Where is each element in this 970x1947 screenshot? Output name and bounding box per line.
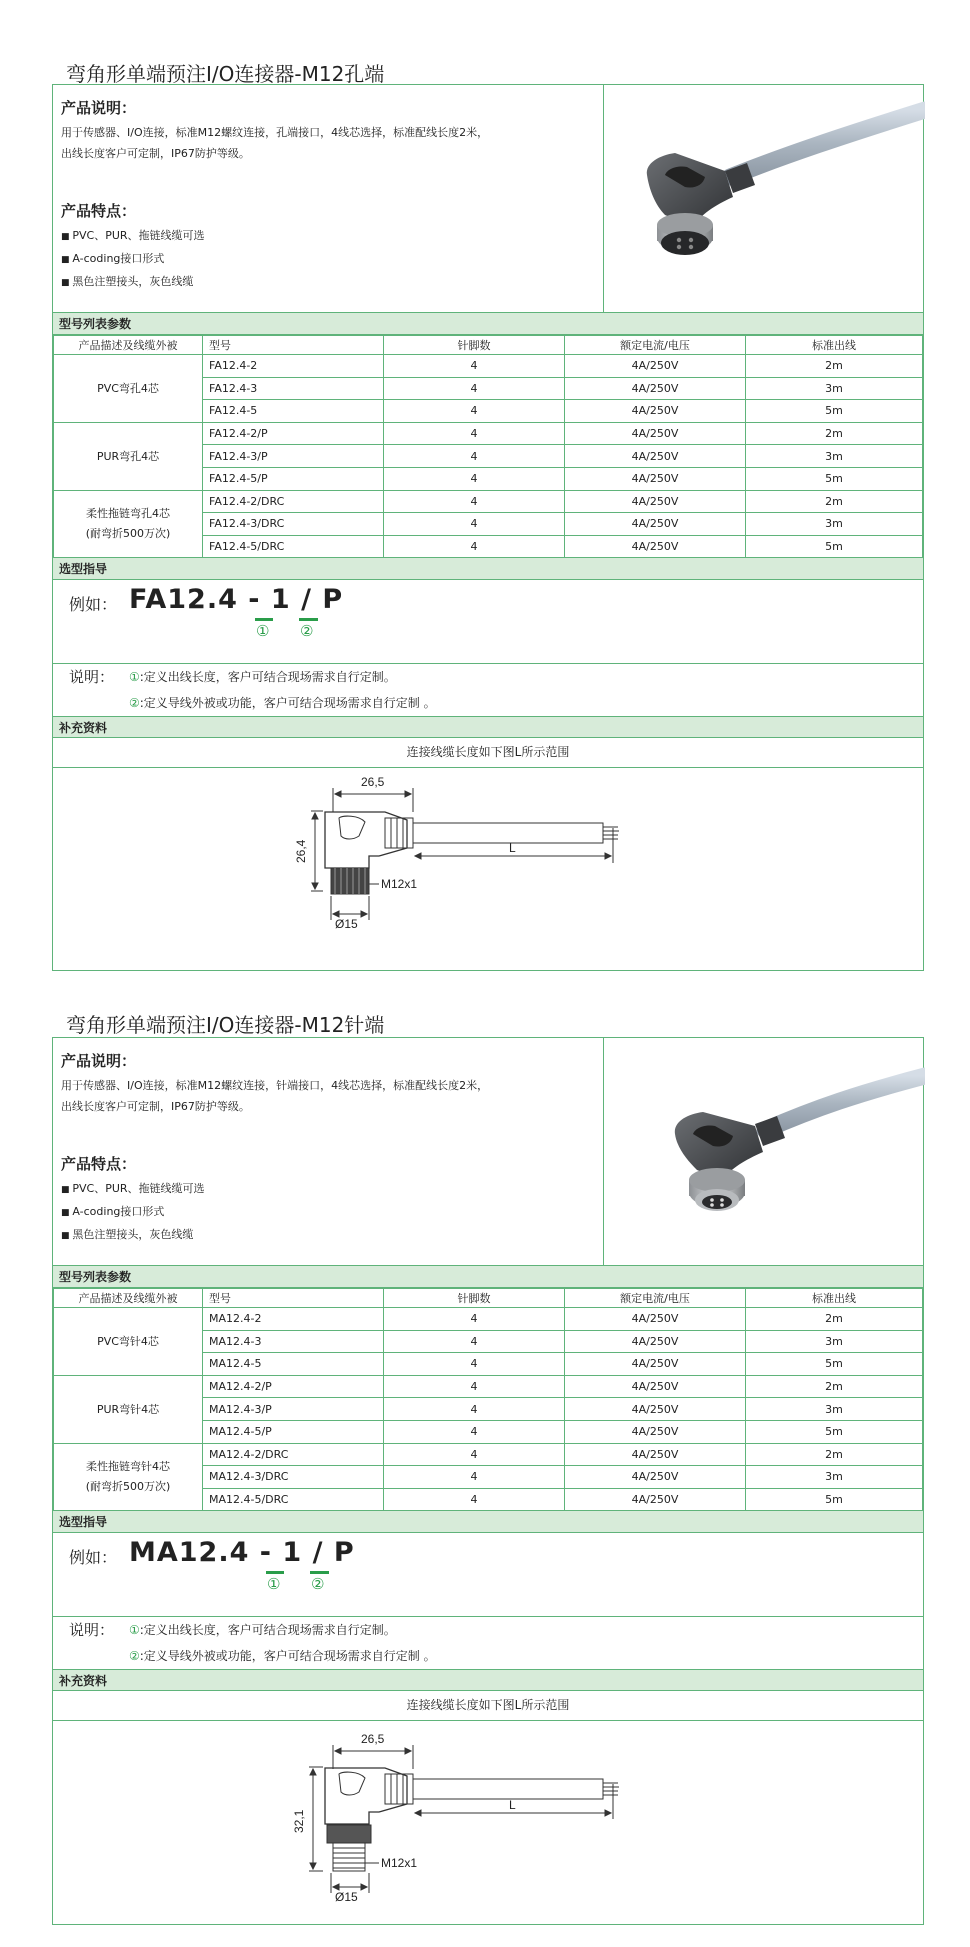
note-mark: ① [129,670,140,685]
extra-band: 补充资料 [53,1669,923,1691]
code-separator: / [302,1537,334,1569]
feature-item: ■ PVC、PUR、拖链线缆可选 [61,1178,603,1201]
dimension-drawing-svg [53,768,923,973]
circle-number: ① [267,1575,281,1594]
table-cell: 4 [384,422,565,445]
table-cell: 3m [746,1330,923,1353]
table-row [54,1443,923,1466]
table-cell: 4A/250V [565,1443,746,1466]
table-cell: 5m [746,1488,923,1511]
table-cell: 4 [384,1488,565,1511]
table-cell: MA12.4-3 [203,1330,384,1353]
table-cell: 4A/250V [565,1330,746,1353]
dim-diameter: Ø15 [335,1890,358,1905]
table-cell: MA12.4-5 [203,1353,384,1376]
table-header: 标准出线 [746,1289,923,1308]
note-text: :定义导线外被或功能，客户可结合现场需求自行定制 。 [139,696,436,711]
code-prefix: FA12.4 - [129,584,271,616]
group-desc-text: PUR弯针4芯 [96,1403,160,1417]
feature-item: ■ 黑色注塑接头，灰色线缆 [61,271,603,294]
product-intro [53,1038,604,1265]
group-desc-text: (耐弯折500万次) [85,1479,171,1493]
feature-item: ■ 黑色注塑接头，灰色线缆 [61,1224,603,1247]
table-cell: 4A/250V [565,1488,746,1511]
example-label: 例如： [69,1548,118,1568]
feature-item: ■ A-coding接口形式 [61,1201,603,1224]
note-text: :定义出线长度，客户可结合现场需求自行定制。 [139,670,396,685]
note-label: 说明： [69,668,115,687]
table-header-row [54,1289,923,1308]
note-text: :定义出线长度，客户可结合现场需求自行定制。 [139,1623,396,1638]
table-cell: 4A/250V [565,422,746,445]
table-cell: 4A/250V [565,1308,746,1331]
table-cell: 4A/250V [565,513,746,536]
group-desc-text: PVC弯针4芯 [97,1335,159,1349]
table-cell: 5m [746,1353,923,1376]
table-band: 型号列表参数 [53,313,923,335]
table-cell: 4A/250V [565,467,746,490]
selection-guide [53,1533,923,1617]
selection-guide [53,580,923,664]
table-cell: MA12.4-5/DRC [203,1488,384,1511]
table-header: 针脚数 [384,336,565,355]
table-cell: 4 [384,490,565,513]
table-row [54,490,923,513]
table-cell: 4 [384,445,565,468]
group-desc-text: 柔性拖链弯针4芯 [86,1459,170,1473]
table-cell: MA12.4-3/DRC [203,1466,384,1489]
table-cell: 2m [746,1308,923,1331]
table-header: 针脚数 [384,1289,565,1308]
product-overview [53,85,923,313]
desc-line: 用于传感器、I/O连接，标准M12螺纹连接，针端接口，4线芯选择，标准配线长度2米， [61,1079,489,1092]
table-cell: 4A/250V [565,1398,746,1421]
group-desc-text: 柔性拖链弯孔4芯 [86,506,170,520]
model-table [53,1288,923,1511]
underline-mark [255,618,273,621]
underline-mark [299,618,318,621]
table-cell: 4 [384,1353,565,1376]
underline-mark [266,1571,284,1574]
dimension-drawing-svg [53,1721,923,1926]
table-cell: MA12.4-3/P [203,1398,384,1421]
note-line [129,1647,436,1664]
table-header-row [54,336,923,355]
table-cell: MA12.4-2 [203,1308,384,1331]
note-text: :定义导线外被或功能，客户可结合现场需求自行定制 。 [139,1649,436,1664]
table-cell: FA12.4-5/DRC [203,535,384,558]
table-header: 产品描述及线缆外被 [54,336,203,355]
table-header: 型号 [203,336,384,355]
code-suffix: P [333,1537,355,1569]
group-desc-text: (耐弯折500万次) [85,526,171,540]
dim-diameter: Ø15 [335,917,358,932]
table-cell: 4 [384,467,565,490]
example-label: 例如： [69,595,118,615]
table-header: 标准出线 [746,336,923,355]
desc-line: 出线长度客户可定制，IP67防护等级。 [61,1100,250,1113]
table-cell: 5m [746,1420,923,1443]
group-desc [54,422,203,490]
table-cell: 4 [384,513,565,536]
table-cell: 4A/250V [565,535,746,558]
table-cell: 4A/250V [565,1375,746,1398]
desc-line: 用于传感器、I/O连接，标准M12螺纹连接，孔端接口，4线芯选择，标准配线长度2米， [61,126,489,139]
note-mark: ① [129,1623,140,1638]
circle-number: ② [300,622,314,641]
connector-photo-male [605,1038,925,1266]
note-line [129,694,436,711]
table-cell: 3m [746,513,923,536]
group-desc-text: PVC弯孔4芯 [97,382,159,396]
table-cell: 4 [384,355,565,378]
table-cell: 4 [384,1420,565,1443]
table-cell: FA12.4-5/P [203,467,384,490]
code-separator: / [290,584,323,616]
dim-height: 32,1 [292,1809,306,1834]
product-photo [605,1038,923,1265]
table-cell: 2m [746,490,923,513]
table-cell: 4 [384,1398,565,1421]
extra-band: 补充资料 [53,716,923,738]
table-cell: 2m [746,1443,923,1466]
table-header: 型号 [203,1289,384,1308]
product-section-female [52,84,924,971]
table-cell: FA12.4-3/DRC [203,513,384,536]
dimension-drawing [53,768,923,977]
desc-heading: 产品说明： [61,99,137,117]
table-row [54,1308,923,1331]
table-cell: 3m [746,377,923,400]
table-cell: 4 [384,1375,565,1398]
code-prefix: MA12.4 - [129,1537,283,1569]
group-desc [54,355,203,423]
table-cell: 4A/250V [565,377,746,400]
example-code [129,1537,355,1568]
table-cell: 4A/250V [565,1466,746,1489]
range-text: 连接线缆长度如下图L所示范围 [53,738,923,768]
table-row [54,1375,923,1398]
dim-length: L [509,841,516,856]
table-cell: 4A/250V [565,490,746,513]
guide-band: 选型指导 [53,558,923,580]
table-cell: FA12.4-2/DRC [203,490,384,513]
table-cell: MA12.4-2/P [203,1375,384,1398]
table-cell: 4A/250V [565,400,746,423]
circle-number: ① [256,622,270,641]
table-cell: 4A/250V [565,1353,746,1376]
guide-band: 选型指导 [53,1511,923,1533]
product-photo [605,85,923,312]
product-section-male [52,1037,924,1925]
example-code [129,584,343,615]
table-cell: MA12.4-5/P [203,1420,384,1443]
table-header: 额定电流/电压 [565,336,746,355]
table-cell: 4 [384,1308,565,1331]
table-cell: 3m [746,445,923,468]
table-cell: 4A/250V [565,445,746,468]
table-cell: 5m [746,467,923,490]
table-cell: FA12.4-3/P [203,445,384,468]
table-cell: FA12.4-2 [203,355,384,378]
connector-photo-female [605,85,925,313]
code-suffix: P [322,584,344,616]
dimension-drawing [53,1721,923,1930]
table-cell: 3m [746,1398,923,1421]
code-length: 1 [270,584,291,616]
feature-item: ■ A-coding接口形式 [61,248,603,271]
table-cell: 2m [746,355,923,378]
table-header: 额定电流/电压 [565,1289,746,1308]
group-desc [54,1308,203,1376]
desc-heading: 产品说明： [61,1052,137,1070]
product-intro [53,85,604,312]
table-cell: 4 [384,377,565,400]
feature-heading: 产品特点： [61,202,137,220]
note-label: 说明： [69,1621,115,1640]
group-desc-text: PUR弯孔4芯 [96,450,160,464]
dim-length: L [509,1798,516,1813]
desc-line: 出线长度客户可定制，IP67防护等级。 [61,147,250,160]
table-band: 型号列表参数 [53,1266,923,1288]
note-mark: ② [129,696,140,711]
table-cell: 5m [746,400,923,423]
table-header: 产品描述及线缆外被 [54,1289,203,1308]
dim-height: 26,4 [294,839,308,864]
table-cell: 4A/250V [565,355,746,378]
table-cell: 5m [746,535,923,558]
dim-thread: M12x1 [381,1856,418,1871]
code-length: 1 [282,1537,303,1569]
table-row [54,422,923,445]
dim-width: 26,5 [361,775,385,790]
note-line [129,1621,396,1638]
feature-item: ■ PVC、PUR、拖链线缆可选 [61,225,603,248]
product-overview [53,1038,923,1266]
circle-number: ② [311,1575,325,1594]
group-desc [54,490,203,558]
table-cell: 4 [384,1466,565,1489]
table-cell: 3m [746,1466,923,1489]
table-cell: FA12.4-3 [203,377,384,400]
dim-width: 26,5 [361,1732,385,1747]
note-line [129,668,396,685]
table-cell: FA12.4-5 [203,400,384,423]
table-cell: 4 [384,1330,565,1353]
model-table [53,335,923,558]
table-cell: MA12.4-2/DRC [203,1443,384,1466]
table-cell: 4 [384,535,565,558]
group-desc [54,1443,203,1511]
section-title: 弯角形单端预注I/O连接器-M12针端 [66,1013,385,1037]
note-mark: ② [129,1649,140,1664]
table-cell: FA12.4-2/P [203,422,384,445]
section-title: 弯角形单端预注I/O连接器-M12孔端 [66,62,385,86]
underline-mark [310,1571,329,1574]
dim-thread: M12x1 [381,877,418,892]
explanation [53,1617,923,1669]
table-cell: 4 [384,1443,565,1466]
table-cell: 4 [384,400,565,423]
table-row [54,355,923,378]
feature-heading: 产品特点： [61,1155,137,1173]
table-cell: 2m [746,1375,923,1398]
range-text: 连接线缆长度如下图L所示范围 [53,1691,923,1721]
explanation [53,664,923,716]
table-cell: 4A/250V [565,1420,746,1443]
group-desc [54,1375,203,1443]
table-cell: 2m [746,422,923,445]
